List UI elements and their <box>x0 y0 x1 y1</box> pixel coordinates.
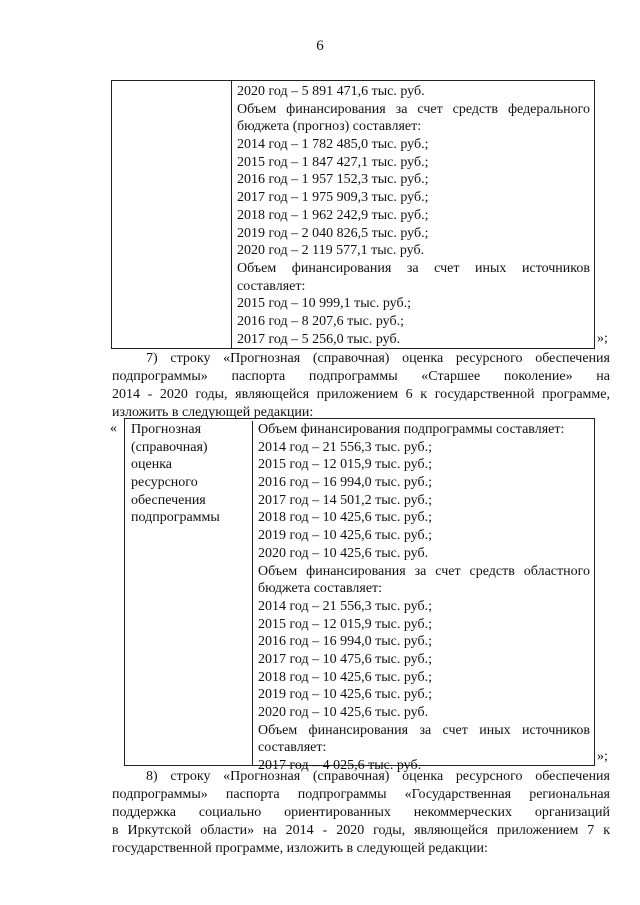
funding-line: Объем финансирования за счет средств федерального <box>237 101 590 117</box>
funding-line: Объем финансирования за счет иных источников <box>237 260 590 276</box>
funding-line: Объем финансирования за счет иных источников <box>258 722 590 738</box>
funding-line: 2016 год – 1 957 152,3 тыс. руб.; <box>237 172 429 188</box>
heading-line: (справочная) <box>131 439 208 455</box>
funding-line: 2016 год – 16 994,0 тыс. руб.; <box>258 475 432 491</box>
closing-quote: »; <box>597 749 608 764</box>
funding-line: 2019 год – 10 425,6 тыс. руб.; <box>258 528 432 544</box>
funding-line: 2014 год – 1 782 485,0 тыс. руб.; <box>237 137 429 153</box>
paragraph-line: изложить в следующей редакции: <box>112 404 314 420</box>
table-left-cell-heading <box>125 421 253 765</box>
funding-line: составляет: <box>237 278 306 294</box>
funding-line: 2020 год – 2 119 577,1 тыс. руб. <box>237 243 425 259</box>
paragraph-line: государственной программе, изложить в следующей редакции: <box>112 840 488 856</box>
heading-line: ресурсного <box>131 475 198 491</box>
heading-line: обеспечения <box>131 492 206 508</box>
funding-line: 2014 год – 21 556,3 тыс. руб.; <box>258 439 432 455</box>
funding-line: 2020 год – 10 425,6 тыс. руб. <box>258 545 429 561</box>
paragraph-line: 8) строку «Прогнозная (справочная) оценка ресурсного обеспечения <box>146 769 610 784</box>
paragraph-line: 2014 - 2020 годы, являющейся приложением 6 к государственной программе, <box>112 386 610 402</box>
heading-line: подпрограммы <box>131 510 220 526</box>
paragraph-line: подпрограммы» паспорта подпрограммы «Старшее поколение» на <box>112 368 610 384</box>
funding-line: 2015 год – 12 015,9 тыс. руб.; <box>258 616 432 632</box>
funding-line: 2016 год – 8 207,6 тыс. руб.; <box>237 313 404 329</box>
funding-line: 2015 год – 1 847 427,1 тыс. руб.; <box>237 154 429 170</box>
table-right-cell <box>253 421 594 774</box>
funding-line: 2018 год – 10 425,6 тыс. руб.; <box>258 669 432 685</box>
closing-quote: »; <box>597 331 608 346</box>
funding-line: 2015 год – 12 015,9 тыс. руб.; <box>258 457 432 473</box>
funding-line: 2017 год – 14 501,2 тыс. руб.; <box>258 492 432 508</box>
paragraph-line: 7) строку «Прогнозная (справочная) оценка ресурсного обеспечения <box>146 351 610 366</box>
funding-line: 2016 год – 16 994,0 тыс. руб.; <box>258 634 432 650</box>
page-number: 6 <box>316 38 324 54</box>
funding-line: бюджета составляет: <box>258 581 383 597</box>
funding-line: Объем финансирования за счет средств областного <box>258 563 590 579</box>
funding-line: бюджета (прогноз) составляет: <box>237 119 422 135</box>
funding-line: 2017 год – 10 475,6 тыс. руб.; <box>258 651 432 667</box>
paragraph-line: поддержка социально ориентированных некоммерческих организаций <box>112 804 610 820</box>
funding-line: 2014 год – 21 556,3 тыс. руб.; <box>258 598 432 614</box>
opening-quote: « <box>110 421 117 436</box>
funding-table-continued <box>111 80 595 349</box>
funding-line: 2017 год – 4 025,6 тыс. руб. <box>258 758 422 774</box>
heading-line: Прогнозная <box>131 422 202 437</box>
table-left-cell-empty <box>112 81 232 348</box>
funding-line: 2017 год – 1 975 909,3 тыс. руб.; <box>237 190 429 206</box>
paragraph-line: подпрограммы» паспорта подпрограммы «Государственная региональная <box>112 786 610 802</box>
funding-line: 2015 год – 10 999,1 тыс. руб.; <box>237 296 411 312</box>
funding-line: составляет: <box>258 740 327 756</box>
funding-line: 2018 год – 10 425,6 тыс. руб.; <box>258 510 432 526</box>
paragraph-line: в Иркутской области» на 2014 - 2020 годы, являющейся приложением 7 к <box>112 822 610 838</box>
funding-line: 2019 год – 2 040 826,5 тыс. руб.; <box>237 225 429 241</box>
heading-line: оценка <box>131 457 173 473</box>
funding-line: 2020 год – 10 425,6 тыс. руб. <box>258 705 429 720</box>
paragraph-item-8 <box>112 768 610 857</box>
subprogram-funding-table <box>124 418 595 774</box>
funding-line: Объем финансирования подпрограммы составляет: <box>258 422 565 437</box>
table-right-cell <box>232 83 594 348</box>
paragraph-item-7 <box>112 350 610 422</box>
funding-line: 2018 год – 1 962 242,9 тыс. руб.; <box>237 207 429 223</box>
funding-line: 2019 год – 10 425,6 тыс. руб.; <box>258 687 432 703</box>
funding-line: 2017 год – 5 256,0 тыс. руб. <box>237 331 401 347</box>
funding-line: 2020 год – 5 891 471,6 тыс. руб. <box>237 84 425 99</box>
